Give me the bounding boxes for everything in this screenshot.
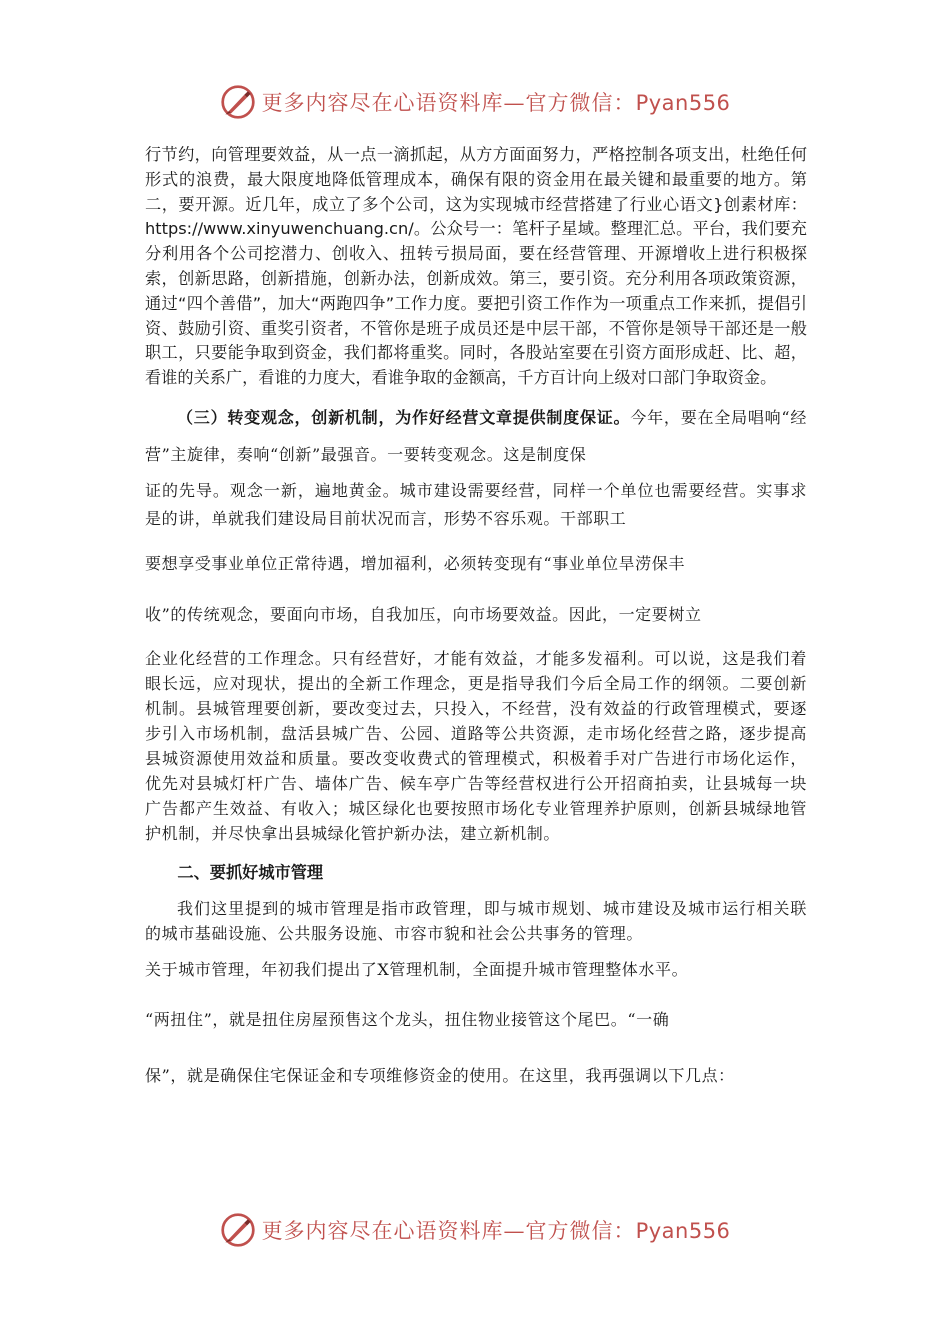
paragraph-2-heading: （三）转变观念，创新机制，为作好经营文章提供制度保证。 [177,407,631,427]
paragraph-2-line-1 [145,399,807,473]
paragraph-3-text-b: 关于城市管理，年初我们提出了X管理机制，全面提升城市管理整体水平。 [145,959,689,979]
section-title: 二、要抓好城市管理 [177,862,324,882]
header-banner [0,80,950,124]
footer-banner [0,1208,950,1252]
paragraph-1: 行节约，向管理要效益，从一点一滴抓起，从方方面面努力，严格控制各项支出，杜绝任何形式的浪费，最大限度地降低管理成本，确保有限的资金用在最关键和最重要的地方。第二，要开源。近几年，成立了多个公司，这为实现城市经营搭建了行业心语文}创素材库：https://www.xinyuwenchuang.cn/。公众号一：笔杆子星域。整理汇总。平台，我们要充分利用各个公司挖潜力、创收入、扭转亏损局面，要在经营管理、开源增收上进行积极探索，创新思路，创新措施，创新办法，创新成效。第三，要引资。充分利用各项政策资源，通过“四个善借”，加大“两跑四争”工作力度。要把引资工作作为一项重点工作来抓，提倡引资、鼓励引资、重奖引资者，不管你是班子成员还是中层干部，不管你是领导干部还是一般职工，只要能争取到资金，我们都将重奖。同时，各股站室要在引资方面形成赶、比、超，看谁的关系广，看谁的力度大，看谁争取的金额高，千方百计向上级对口部门争取资金。 [145,145,807,388]
pen-logo-icon [220,1212,256,1248]
paragraph-2-text-e: 企业化经营的工作理念。只有经营好，才能有效益，才能多发福利。可以说，这是我们着眼长远，应对现状，提出的全新工作理念，更是指导我们今后全局工作的纲领。二要创新机制。县城管理要创新，要改变过去，只投入，不经营，没有效益的行政管理模式，要逐步引入市场机制，盘活县城广告、公园、道路等公共资源，走市场化经营之路，逐步提高县城资源使用效益和质量。要改变收费式的管理模式，积极着手对广告进行市场化运作，优先对县城灯杆广告、墙体广告、候车亭广告等经营权进行公开招商拍卖，让县城每一块广告都产生效益、有收入；城区绿化也要按照市场化专业管理养护原则，创新县城绿地管护机制，并尽快拿出县城绿化管护新办法，建立新机制。 [145,648,807,843]
pen-logo-icon [220,84,256,120]
paragraph-2-text-c: 要想享受事业单位正常待遇，增加福利，必须转变现有“事业单位旱涝保丰 [145,553,685,573]
footer-wechat-id: Pyan556 [635,1219,731,1243]
footer-banner-text: 更多内容尽在心语资料库—官方微信：Pyan556 [261,1219,731,1243]
paragraph-3-text-d: 保”，就是确保住宅保证金和专项维修资金的使用。在这里，我再强调以下几点： [145,1065,735,1085]
paragraph-2-text-d: 收”的传统观念，要面向市场，自我加压，向市场要效益。因此，一定要树立 [145,604,702,624]
header-wechat-id: Pyan556 [635,91,731,115]
paragraph-3-text-a: 我们这里提到的城市管理是指市政管理，即与城市规划、城市建设及城市运行相关联的城市基础设施、公共服务设施、市容市貌和社会公共事务的管理。 [145,898,807,943]
paragraph-3-text-c: “两扭住”，就是扭住房屋预售这个龙头，扭住物业接管这个尾巴。“一确 [145,1009,670,1029]
paragraph-2-text-a: 今年，要在全局唱响“经营”主旋律，奏响“创新”最强音。一要转变观念。这是制度保 [145,407,808,464]
header-banner-text: 更多内容尽在心语资料库—官方微信：Pyan556 [261,91,731,115]
paragraph-2-text-b: 证的先导。观念一新，遍地黄金。城市建设需要经营，同样一个单位也需要经营。实事求是的讲，单就我们建设局目前状况而言，形势不容乐观。干部职工 [145,480,807,528]
document-body [145,143,807,1094]
